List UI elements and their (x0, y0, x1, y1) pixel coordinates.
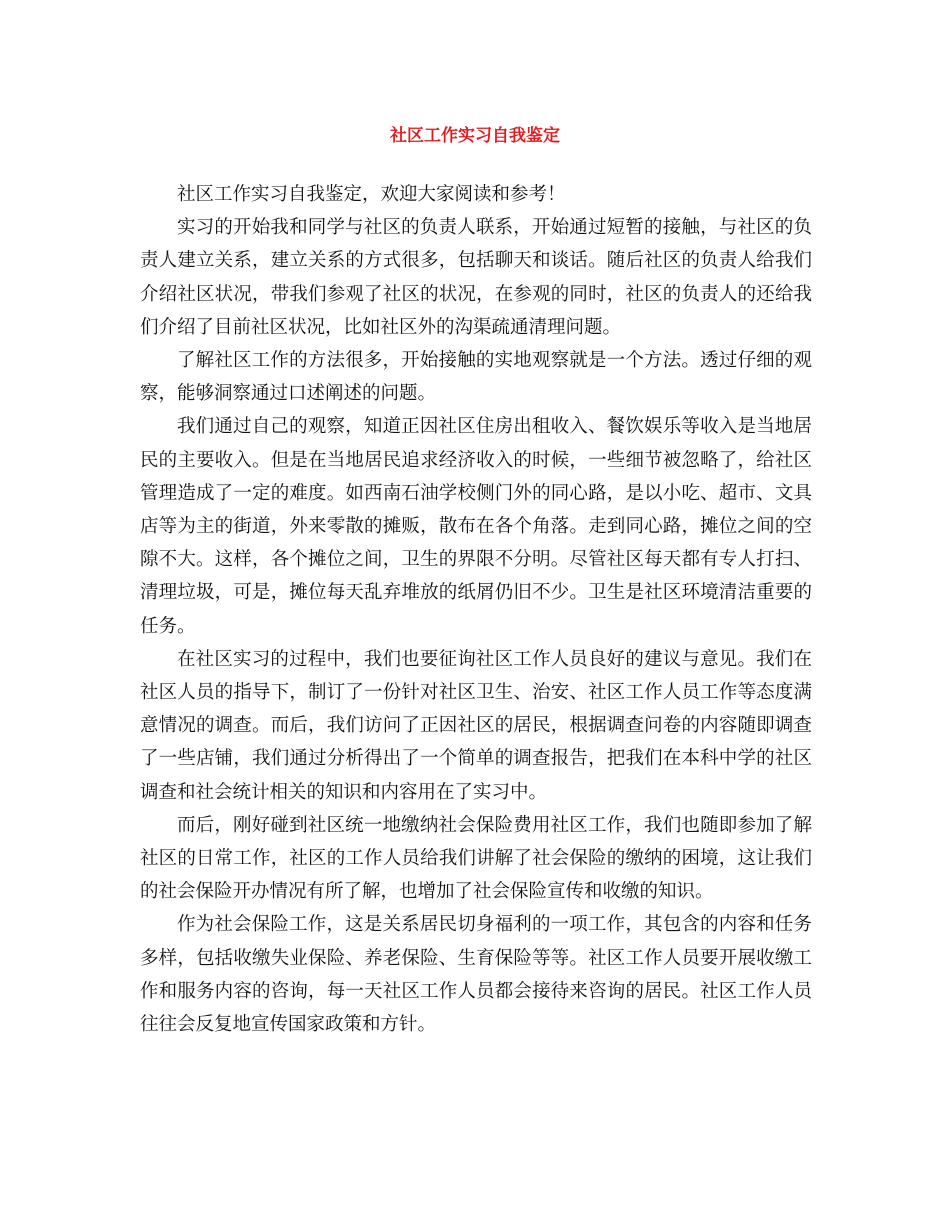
paragraph: 实习的开始我和同学与社区的负责人联系，开始通过短暂的接触，与社区的负责人建立关系，建立关系的方式很多，包括聊天和谈话。随后社区的负责人给我们介绍社区状况，带我们参观了社区的状况，在参观的同时，社区的负责人的还给我们介绍了目前社区状况，比如社区外的沟渠疏通清理问题。 (140, 217, 812, 338)
paragraph: 在社区实习的过程中，我们也要征询社区工作人员良好的建议与意见。我们在社区人员的指导下，制订了一份针对社区卫生、治安、社区工作人员工作等态度满意情况的调查。而后，我们访问了正因社区的居民，根据调查问卷的内容随即调查了一些店铺，我们通过分析得出了一个简单的调查报告，把我们在本科中学的社区调查和社会统计相关的知识和内容用在了实习中。 (140, 648, 812, 803)
paragraph: 社区工作实习自我鉴定，欢迎大家阅读和参考！ (177, 184, 566, 205)
paragraph: 了解社区工作的方法很多，开始接触的实地观察就是一个方法。透过仔细的观察，能够洞察通过口述阐述的问题。 (140, 350, 812, 405)
paragraph: 而后，刚好碰到社区统一地缴纳社会保险费用社区工作，我们也随即参加了解社区的日常工作，社区的工作人员给我们讲解了社会保险的缴纳的困境，这让我们的社会保险开办情况有所了解，也增加了社会保险宣传和收缴的知识。 (140, 814, 812, 903)
paragraph: 我们通过自己的观察，知道正因社区住房出租收入、餐饮娱乐等收入是当地居民的主要收入。但是在当地居民追求经济收入的时候，一些细节被忽略了，给社区管理造成了一定的难度。如西南石油学校侧门外的同心路，是以小吃、超市、文具店等为主的街道，外来零散的摊贩，散布在各个角落。走到同心路，摊位之间的空隙不大。这样，各个摊位之间，卫生的界限不分明。尽管社区每天都有专人打扫、清理垃圾，可是，摊位每天乱弃堆放的纸屑仍旧不少。卫生是社区环境清洁重要的任务。 (140, 416, 812, 637)
document-title: 社区工作实习自我鉴定 (390, 126, 560, 146)
document-body (140, 178, 812, 1041)
paragraph: 作为社会保险工作，这是关系居民切身福利的一项工作，其包含的内容和任务多样，包括收缴失业保险、养老保险、生育保险等等。社区工作人员要开展收缴工作和服务内容的咨询，每一天社区工作人员都会接待来咨询的居民。社区工作人员往往会反复地宣传国家政策和方针。 (140, 914, 812, 1036)
